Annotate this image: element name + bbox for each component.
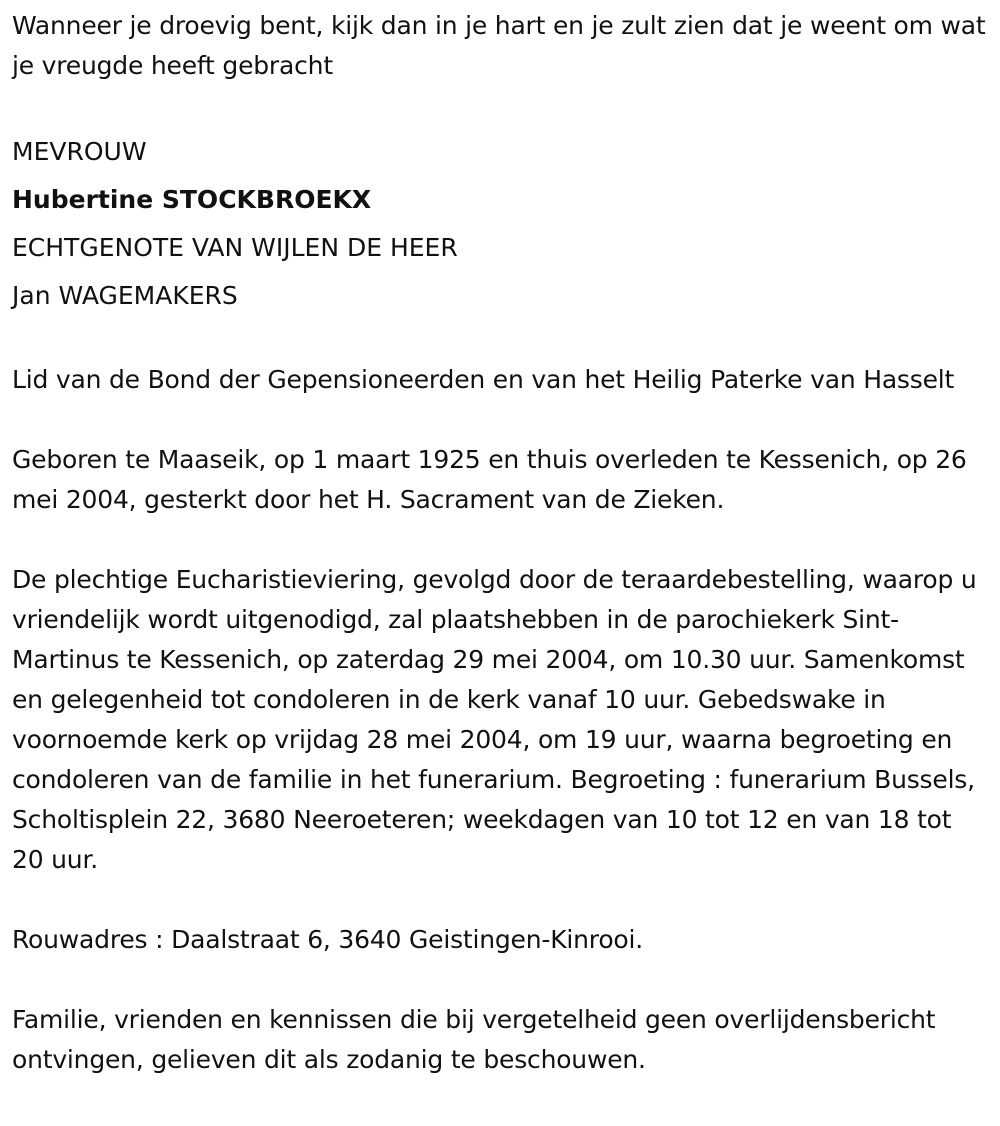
ceremony-text: De plechtige Eucharistieviering, gevolgd door de teraardebestelling, waarop u vriendelijk wordt uitgenodigd, zal plaatshebben in de parochiekerk Sint-Martinus te Kessenich, op zaterdag 29 mei 2004, om 10.30 uur. Samenkomst en gelegenheid tot condoleren in de kerk vanaf 10 uur. Gebedswake in voornoemde kerk op vrijdag 28 mei 2004, om 19 uur, waarna begroeting en condoleren van de familie in het funerarium. Begroeting : funerarium Bussels, Scholtisplein 22, 3680 Neeroeteren; weekdagen van 10 tot 12 en van 18 tot 20 uur. — [12, 565, 977, 874]
spouse-label: ECHTGENOTE VAN WIJLEN DE HEER — [12, 233, 458, 262]
deceased-header — [12, 126, 988, 320]
birth-death-text: Geboren te Maaseik, op 1 maart 1925 en thuis overleden te Kessenich, op 26 mei 2004, gesterkt door het H. Sacrament van de Zieken. — [12, 445, 967, 514]
deceased-name: Hubertine STOCKBROEKX — [12, 185, 372, 214]
quote-text: Wanneer je droevig bent, kijk dan in je hart en je zult zien dat je weent om wat je vreugde heeft gebracht — [12, 11, 986, 80]
membership-text: Lid van de Bond der Gepensioneerden en van het Heilig Paterke van Hasselt — [12, 365, 955, 394]
closing-text: Familie, vrienden en kennissen die bij vergetelheid geen overlijdensbericht ontvingen, gelieven dit als zodanig te beschouwen. — [12, 1005, 936, 1074]
spouse-name: Jan WAGEMAKERS — [12, 281, 238, 310]
title-text: MEVROUW — [12, 137, 147, 166]
address-text: Rouwadres : Daalstraat 6, 3640 Geistingen-Kinrooi. — [12, 925, 644, 954]
